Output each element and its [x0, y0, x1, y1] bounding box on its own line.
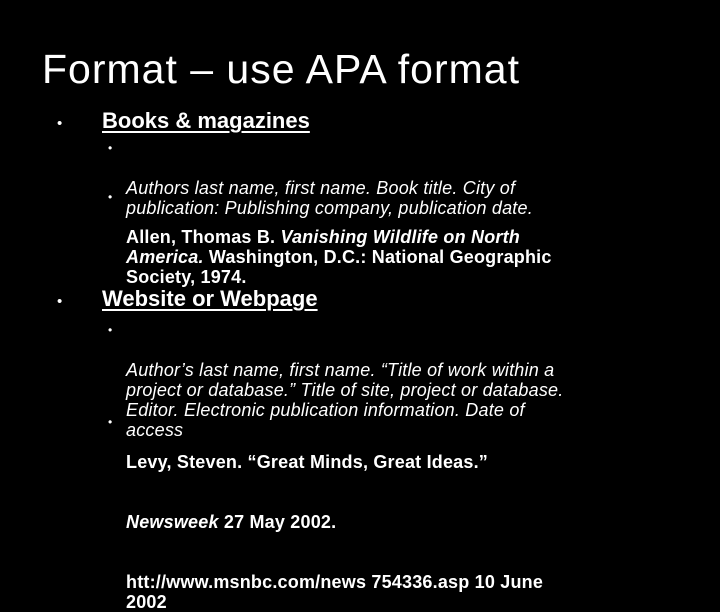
books-example-item	[108, 187, 671, 287]
website-example-item	[108, 412, 671, 612]
books-heading: Books & magazines	[102, 108, 310, 133]
books-format-text: Authors last name, first name. Book title. City of publication: Publishing company, publication date.	[126, 178, 533, 218]
bullet-website: •	[57, 293, 63, 310]
website-format-text: Author’s last name, first name. “Title of work within a project or database.” Title of site, project or database. Editor. Electronic publication information. Date of access	[126, 360, 564, 440]
slide-title: Format – use APA format	[42, 46, 520, 92]
books-example-rest: Washington, D.C.: National Geographic Society, 1974.	[126, 247, 552, 287]
bullet-books-format: •	[108, 141, 113, 155]
bullet-books: •	[57, 115, 63, 132]
website-example-date: 27 May 2002.	[218, 512, 337, 532]
website-heading: Website or Webpage	[102, 286, 318, 311]
bullet-website-format: •	[108, 323, 113, 337]
books-example-title: Vanishing Wildlife on North America.	[126, 227, 520, 267]
bullet-books-example: •	[108, 190, 113, 204]
website-example-url: htt://www.msnbc.com/news 754336.asp 10 June 2002	[126, 572, 544, 612]
website-example-author-title: Levy, Steven. “Great Minds, Great Ideas.”	[126, 452, 488, 472]
bullet-website-example: •	[108, 415, 113, 429]
website-example-publication: Newsweek	[126, 512, 219, 532]
books-example-author: Allen, Thomas B.	[126, 227, 281, 247]
